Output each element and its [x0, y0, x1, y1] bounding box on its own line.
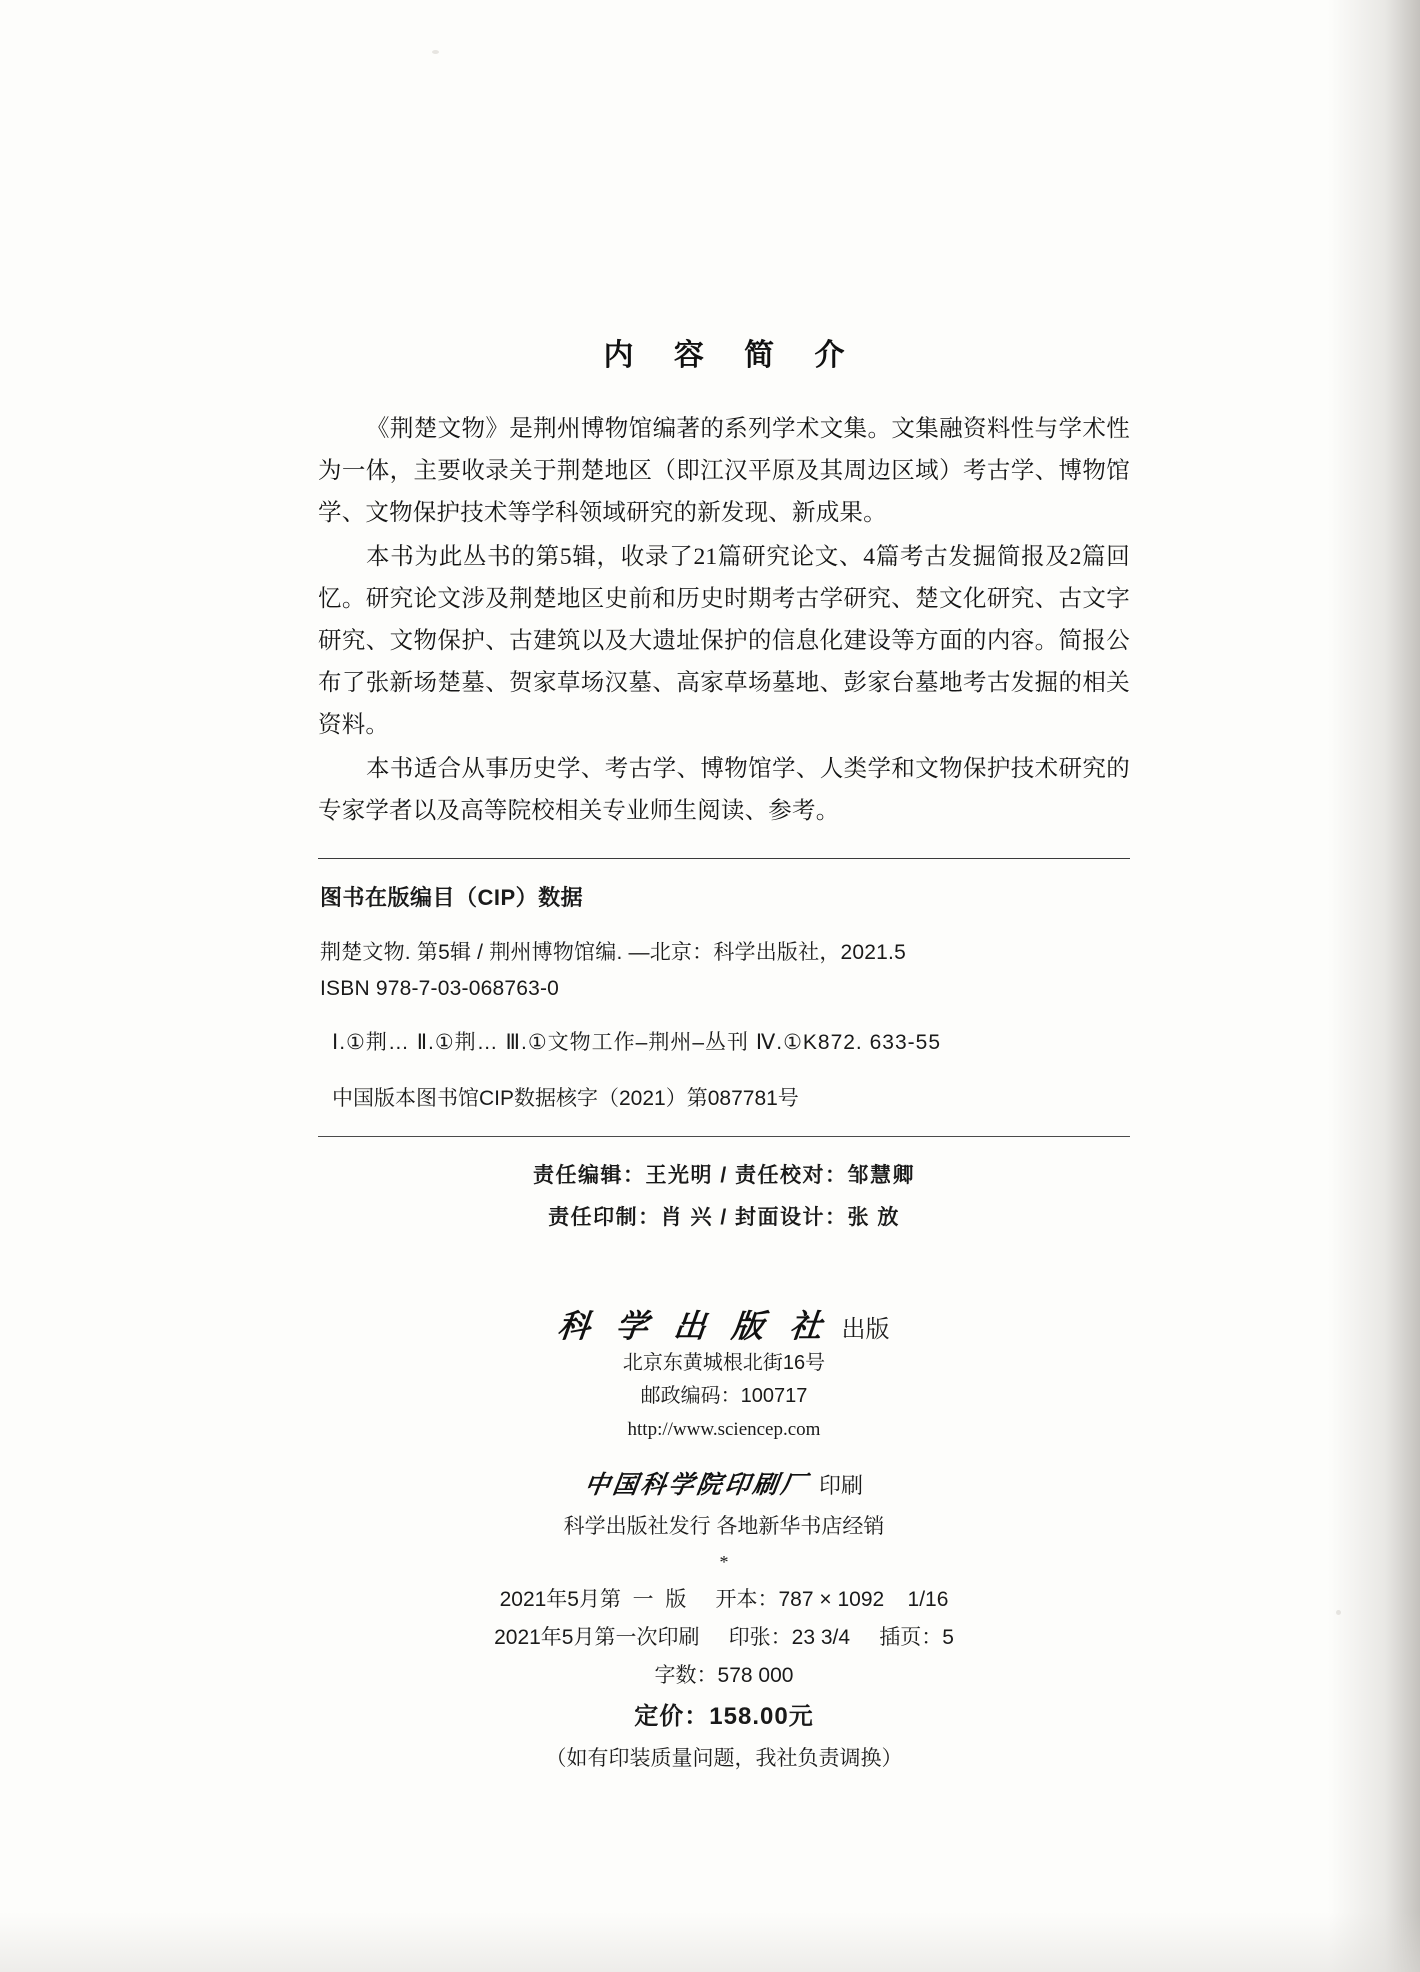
cip-citation: 荆楚文物. 第5辑 / 荆州博物馆编. —北京：科学出版社，2021.5: [320, 941, 906, 964]
cip-title: 图书在版编目（CIP）数据: [320, 885, 584, 910]
abstract-paragraph: 本书为此丛书的第5辑，收录了21篇研究论文、4篇考古发掘简报及2篇回忆。研究论文涉及荆楚地区史前和历史时期考古学研究、楚文化研究、古文字研究、文物保护、古建筑以及大遗址保护的信息化建设等方面的内容。简报公布了张新场楚墓、贺家草场汉墓、高家草场墓地、彭家台墓地考古发掘的相关资料。: [318, 544, 1130, 738]
page-content: [318, 330, 1130, 1779]
cip-spacer: [318, 1008, 1130, 1026]
printer-logo: 中国科学院印刷厂: [582, 1472, 811, 1499]
staff-editor-line: 责任编辑：王光明 / 责任校对：邹慧卿: [532, 1164, 915, 1187]
printer-row: [318, 1465, 1130, 1501]
publisher-address: 北京东黄城根北街16号: [622, 1352, 826, 1374]
abstract-block: [318, 408, 1130, 832]
abstract-paragraph: 本书适合从事历史学、考古学、博物馆学、人类学和文物保护技术研究的专家学者以及高等院校相关专业师生阅读、参考。: [318, 756, 1130, 824]
publisher-logo-suffix: 出版: [841, 1316, 890, 1343]
abstract-paragraph: 《荆楚文物》是荆州博物馆编著的系列学术文集。文集融资料性与学术性为一体，主要收录关于荆楚地区（即江汉平原及其周边区域）考古学、博物馆学、文物保护技术等学科领域研究的新发现、新成果。: [318, 416, 1130, 526]
divider-above-cip: [318, 858, 1130, 859]
publisher-postcode: 邮政编码：100717: [640, 1385, 808, 1407]
page-title: 内 容 简 介: [603, 339, 861, 372]
publisher-url: http://www.sciencep.com: [627, 1419, 821, 1440]
imprint-price: 定价：158.00元: [634, 1703, 814, 1730]
imprint-edition: 2021年5月第 一 版 开本：787 × 1092 1/16: [499, 1588, 949, 1611]
printer-suffix: 印刷: [819, 1473, 864, 1498]
distribution-line: 科学出版社发行 各地新华书店经销: [563, 1515, 885, 1538]
cip-core-number: 中国版本图书馆CIP数据核字（2021）第087781号: [332, 1087, 799, 1110]
publisher-block: [318, 1301, 1130, 1575]
imprint-block: [318, 1581, 1130, 1779]
imprint-quality-note: （如有印装质量问题，我社负责调换）: [545, 1747, 903, 1770]
cip-isbn: ISBN 978-7-03-068763-0: [320, 977, 560, 1000]
imprint-impression: 2021年5月第一次印刷 印张：23 3/4 插页：5: [494, 1626, 954, 1649]
publisher-logo: 科 学 出 版 社: [556, 1308, 834, 1344]
divider-below-cip: [318, 1136, 1130, 1137]
staff-credits: [318, 1155, 1130, 1239]
cip-block: [318, 881, 1130, 1116]
cip-classification: Ⅰ.①荆… Ⅱ.①荆… Ⅲ.①文物工作–荆州–丛刊 Ⅳ.①K872. 633-55: [332, 1031, 941, 1054]
staff-production-line: 责任印制：肖 兴 / 封面设计：张 放: [548, 1206, 900, 1229]
separator-asterisk: *: [719, 1552, 729, 1572]
publisher-logo-row: [318, 1301, 1130, 1347]
imprint-wordcount: 字数：578 000: [654, 1664, 794, 1687]
